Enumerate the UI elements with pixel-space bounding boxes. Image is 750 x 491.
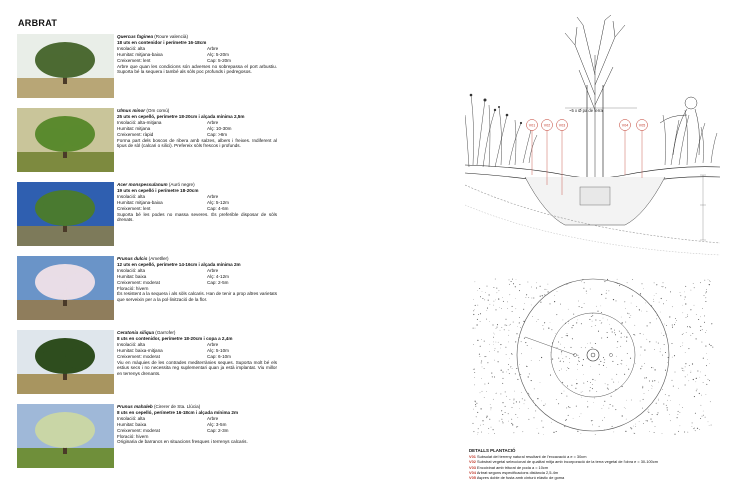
attribute-value: Arbre xyxy=(207,45,219,51)
tree-description xyxy=(117,108,277,149)
planting-spec: 12 uts en cepelló, perímetre 14-16cm i alçada mínima 2m xyxy=(117,261,241,267)
legend-items xyxy=(469,454,729,480)
attribute-label: Creixement: lent xyxy=(117,205,151,211)
attribute-label: Humitat: baixa xyxy=(117,421,147,427)
tree-entry xyxy=(17,182,277,246)
tree-notes: Originaria de barrancs en situacions fresques i terrenys calcaris. xyxy=(117,439,248,445)
attribute-label: Insolació: alta-mitjana xyxy=(117,119,162,125)
planting-spec: 25 uts en cepelló, perímetre 18-20cm i alçada mínima 2,5m xyxy=(117,113,245,119)
tree-description xyxy=(117,256,277,303)
attribute-value: Cap: >8m xyxy=(207,131,228,137)
tree-description xyxy=(117,330,277,377)
common-name: (Auró negre) xyxy=(168,182,195,187)
attribute-label: Humitat: mitjana xyxy=(117,125,151,131)
code-bubble-v01 xyxy=(527,120,538,131)
tree-entry xyxy=(17,404,277,468)
tree-description xyxy=(117,34,277,75)
depth-label: ~5 x Ø pa de terra xyxy=(569,108,603,113)
legend-code: V03 xyxy=(469,464,476,470)
attribute-value: Cap: 4-6m xyxy=(207,205,229,211)
attribute-value: Alç: 5-20m xyxy=(207,51,229,57)
tree-notes: Forma part dels boscos de ribera amb salzes, albers i freixes. Indiferent al tipus de sòl (calcari o silici). Prefereix sòls frescos i profunds. xyxy=(117,137,277,149)
attribute-row xyxy=(117,206,277,212)
attribute-label: Insolació: alta xyxy=(117,341,146,347)
flowering-season: Floració: hivern xyxy=(117,433,149,439)
attribute-label: Insolació: alta xyxy=(117,193,146,199)
page-title: ARBRAT xyxy=(18,18,58,28)
attribute-label: Humitat: mitjana-baixa xyxy=(117,51,163,57)
scientific-name: Ceratonia siliqua xyxy=(117,330,155,335)
attribute-label: Creixement: ràpid xyxy=(117,131,154,137)
attribute-value: Arbre xyxy=(207,415,219,421)
svg-text:V01: V01 xyxy=(528,123,536,128)
tree-entry xyxy=(17,330,277,394)
attribute-label: Humitat: mitjana-baixa xyxy=(117,199,163,205)
code-bubble-v04 xyxy=(620,120,631,131)
attribute-label: Humitat: baixa xyxy=(117,273,147,279)
common-name: (Roure valencià) xyxy=(154,34,188,39)
tree-notes: Suporta bé les podes no massa severes. És preferible disposar de sòls drenats. xyxy=(117,211,277,223)
scientific-name: Quercus faginea xyxy=(117,34,153,39)
common-name: (Ametller) xyxy=(148,256,169,261)
attribute-value: Alç: 4-12m xyxy=(207,273,229,279)
tree-entry xyxy=(17,34,277,98)
tree-description xyxy=(117,404,277,445)
code-bubble-v05 xyxy=(637,120,648,131)
legend-code: V04 xyxy=(469,469,476,475)
attribute-label: Insolació: alta xyxy=(117,45,146,51)
common-name: (Garrofer) xyxy=(155,330,176,335)
planting-drawings xyxy=(465,15,720,447)
attribute-label: Creixement: moderat xyxy=(117,279,160,285)
attribute-value: Cap: 2-3m xyxy=(207,427,229,433)
planting-spec: 19 uts en cepelló i perímetre 18-20cm xyxy=(117,187,199,193)
attribute-value: Alç: 10-30m xyxy=(207,125,232,131)
legend-item xyxy=(469,475,729,480)
tree-notes: És resistent a la sequera i als sòls calcaris. Han de tenir a prop altres varietats que serveixin per a la pol·linització de la flor. xyxy=(117,291,277,303)
tree-entry xyxy=(17,108,277,172)
common-name: (Om comú) xyxy=(146,108,170,113)
attribute-value: Arbre xyxy=(207,267,219,273)
attribute-row xyxy=(117,132,277,138)
attribute-value: Cap: 6-10m xyxy=(207,353,232,359)
scientific-name: Prunus mahaleb xyxy=(117,404,153,409)
planting-legend xyxy=(469,448,729,480)
attribute-value: Cap: 2-5m xyxy=(207,279,229,285)
flowering-season: Floració: hivern xyxy=(117,285,149,291)
attribute-label: Humitat: baixa-mitjana xyxy=(117,347,163,353)
tree-photo xyxy=(17,182,114,246)
common-name: (Cirerer de Sta. Llúcia) xyxy=(154,404,201,409)
scientific-name: Acer monspessulanum xyxy=(117,182,168,187)
attribute-value: Cap: 5-20m xyxy=(207,57,232,63)
code-bubble-v02 xyxy=(542,120,553,131)
svg-text:V03: V03 xyxy=(558,123,566,128)
code-bubble-v03 xyxy=(557,120,568,131)
attribute-label: Insolació: alta xyxy=(117,267,146,273)
tree-photo xyxy=(17,330,114,394)
planting-plan xyxy=(470,277,715,437)
tree-photo xyxy=(17,34,114,98)
legend-title: DETALLS PLANTACIÓ xyxy=(469,448,516,453)
attribute-label: Creixement: lent xyxy=(117,57,151,63)
attribute-row xyxy=(117,428,277,434)
attribute-row xyxy=(117,58,277,64)
attribute-row xyxy=(117,354,277,360)
attribute-value: Arbre xyxy=(207,341,219,347)
legend-text: Subsolat del terreny natural resultant de l'excavació a e = 30cm xyxy=(477,454,587,460)
attribute-value: Arbre xyxy=(207,193,219,199)
tree-notes: Arbre que quan les condicions són adverses no sobrepassa el port arbustiu. Suporta bé la sequera i també als sòls poc profunds i pedregosos. xyxy=(117,63,277,75)
scientific-name: Ulmus minor xyxy=(117,108,146,113)
planting-spec: 8 uts en cepelló, perímetre 16-18cm i alçada mínima 2m xyxy=(117,409,239,415)
legend-text: Substrat vegetal seleccionat de qualitat mitja amb incorporació de la terra vegetal de l'obra e = 30-100cm xyxy=(477,459,659,465)
scientific-name: Prunus dulcis xyxy=(117,256,148,261)
planting-spec: 18 uts en contenidor i perímetre 16-18cm xyxy=(117,39,207,45)
planting-section xyxy=(465,15,720,255)
attribute-label: Creixement: moderat xyxy=(117,353,160,359)
svg-text:V04: V04 xyxy=(621,123,629,128)
planting-spec: 8 uts en contenidor, perímetre 18-20cm i copa a 2,4m xyxy=(117,335,233,341)
tree-photo xyxy=(17,108,114,172)
svg-text:V02: V02 xyxy=(543,123,551,128)
legend-text: Encoixinat amb triturat de poda a = 10cm xyxy=(477,464,549,470)
attribute-value: Alç: 5-12m xyxy=(207,199,229,205)
attribute-value: Alç: 5-10m xyxy=(207,347,229,353)
tree-photo xyxy=(17,256,114,320)
legend-code: V05 xyxy=(469,475,476,481)
attribute-value: Arbre xyxy=(207,119,219,125)
tree-description xyxy=(117,182,277,223)
tree-photo xyxy=(17,404,114,468)
tree-entry xyxy=(17,256,277,320)
attribute-label: Creixement: moderat xyxy=(117,427,160,433)
attribute-label: Insolació: alta xyxy=(117,415,146,421)
tree-notes: Viu en màquies de les contrades mediterrànies seques. Suporta molt bé els estius secs i no necessita reg suplementari quan ja està implantat. Viu millor en terrenys drenants. xyxy=(117,359,277,377)
legend-text: Aspres doble de fusta amb cinturó elàstic de goma xyxy=(476,475,565,481)
legend-text: Arbrat segons especificacions distància 2,5-4m xyxy=(476,469,559,475)
svg-text:V05: V05 xyxy=(638,123,646,128)
attribute-value: Alç: 3-5m xyxy=(207,421,227,427)
legend-code: V01 xyxy=(469,454,476,460)
attribute-row xyxy=(117,280,277,286)
legend-code: V02 xyxy=(469,459,476,465)
